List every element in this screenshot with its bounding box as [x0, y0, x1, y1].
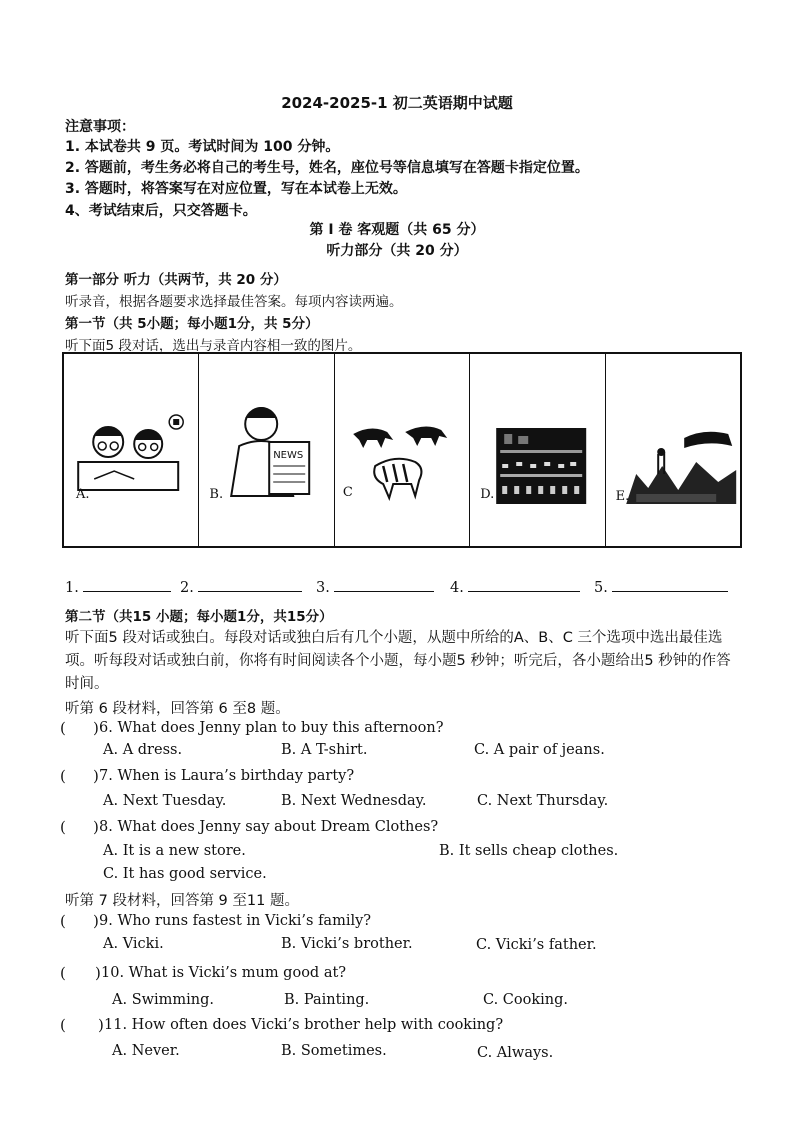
picture-label: B.: [209, 487, 224, 502]
picture-label: A.: [76, 487, 90, 502]
answer-number: 5.: [594, 580, 608, 596]
answer-blank-1[interactable]: [65, 577, 171, 596]
answer-blank-3[interactable]: [316, 577, 434, 596]
section-one-instruction: 听录音，根据各题要求选择最佳答案。每项内容读两遍。: [65, 294, 403, 310]
option-a: A. Swimming.: [112, 992, 215, 1008]
picture-c: [335, 354, 470, 546]
answer-number: 3.: [316, 580, 330, 596]
option-b: B. Sometimes.: [281, 1043, 387, 1059]
answer-paren-close: ): [93, 912, 99, 930]
option-c: C. Next Thursday.: [477, 793, 609, 809]
picture-strip: [62, 352, 742, 548]
tigers-icon: [335, 354, 469, 546]
listening-title: 听力部分（共 20 分）: [326, 243, 468, 259]
answer-paren-open: (: [60, 818, 66, 836]
question-stem: 7. When is Laura’s birthday party?: [99, 768, 355, 784]
answer-blank-2[interactable]: [180, 577, 302, 596]
option-b: B. A T-shirt.: [281, 742, 368, 758]
section-one-title: 第一部分 听力（共两节，共 20 分）: [65, 272, 287, 288]
picture-label: E.: [615, 489, 630, 504]
option-c: C. Cooking.: [483, 992, 569, 1008]
question-stem: 9. Who runs fastest in Vicki’s family?: [99, 913, 372, 929]
part1-title: 第 I 卷 客观题（共 65 分）: [309, 222, 485, 238]
answer-number: 2.: [180, 580, 194, 596]
note-item: 4、考试结束后，只交答题卡。: [65, 203, 257, 219]
note-item: 2. 答题前，考生务必将自己的考生号，姓名，座位号等信息填写在答题卡指定位置。: [65, 160, 589, 176]
man-reading-newspaper-icon: [199, 354, 333, 546]
answer-paren-close: ): [93, 818, 99, 836]
picture-a: [64, 354, 199, 546]
answer-paren-close: ): [95, 964, 101, 982]
answer-paren-close: ): [93, 719, 99, 737]
question-stem: 11. How often does Vicki’s brother help with cooking?: [104, 1017, 504, 1033]
picture-b: [199, 354, 334, 546]
material-6-label: 听第 6 段材料，回答第 6 至8 题。: [65, 701, 290, 717]
option-c: C. Vicki’s father.: [476, 937, 597, 953]
picture-label: D.: [480, 487, 495, 502]
answer-paren-open: (: [60, 767, 66, 785]
option-a: A. Vicki.: [103, 936, 164, 952]
subsection-one-instruction: 听下面5 段对话，选出与录音内容相一致的图片。: [65, 338, 362, 354]
landscape-icon: [606, 354, 740, 546]
option-b: B. Painting.: [284, 992, 370, 1008]
svg-text:NEWS: NEWS: [273, 450, 304, 461]
option-a: A. Next Tuesday.: [103, 793, 227, 809]
question-stem: 10. What is Vicki’s mum good at?: [101, 965, 347, 981]
subsection-one-title: 第一节（共 5小题；每小题1分，共 5分）: [65, 316, 319, 332]
answer-blank-4[interactable]: [450, 577, 580, 596]
answer-paren-open: (: [60, 912, 66, 930]
answer-paren-open: (: [60, 964, 66, 982]
students-studying-icon: [64, 354, 198, 546]
option-c: C. It has good service.: [103, 866, 267, 882]
question-stem: 6. What does Jenny plan to buy this afternoon?: [99, 720, 444, 736]
question-stem: 8. What does Jenny say about Dream Clothes?: [99, 819, 439, 835]
option-b: B. Next Wednesday.: [281, 793, 427, 809]
picture-d: [470, 354, 605, 546]
option-c: C. Always.: [477, 1045, 554, 1061]
note-item: 3. 答题时，将答案写在对应位置，写在本试卷上无效。: [65, 181, 407, 197]
option-b: B. It sells cheap clothes.: [439, 843, 619, 859]
answer-blank-5[interactable]: [594, 577, 728, 596]
subsection-two-instruction: 听下面5 段对话或独白。每段对话或独白后有几个小题，从题中所给的A、B、C 三个选项中选出最佳选项。听每段对话或独白前，你将有时间阅读各个小题，每小题5 秒钟；听完后，各小题给出5 秒钟的作答时间。: [65, 630, 731, 692]
option-c: C. A pair of jeans.: [474, 742, 605, 758]
option-a: A. It is a new store.: [103, 843, 246, 859]
option-a: A. A dress.: [103, 742, 183, 758]
material-7-label: 听第 7 段材料，回答第 9 至11 题。: [65, 893, 299, 909]
option-b: B. Vicki’s brother.: [281, 936, 413, 952]
city-night-icon: [470, 354, 604, 546]
picture-e: [606, 354, 740, 546]
exam-title: 2024-2025-1 初二英语期中试题: [281, 94, 513, 112]
answer-paren-open: (: [60, 1016, 66, 1034]
answer-number: 1.: [65, 580, 79, 596]
subsection-two-title: 第二节（共15 小题；每小题1分，共15分）: [65, 609, 333, 625]
answer-number: 4.: [450, 580, 464, 596]
answer-paren-close: ): [93, 767, 99, 785]
option-a: A. Never.: [112, 1043, 180, 1059]
note-item: 1. 本试卷共 9 页。考试时间为 100 分钟。: [65, 139, 340, 155]
answer-paren-open: (: [60, 719, 66, 737]
notes-heading: 注意事项：: [65, 119, 135, 135]
picture-label: C: [342, 485, 353, 500]
answer-paren-close: ): [98, 1016, 104, 1034]
